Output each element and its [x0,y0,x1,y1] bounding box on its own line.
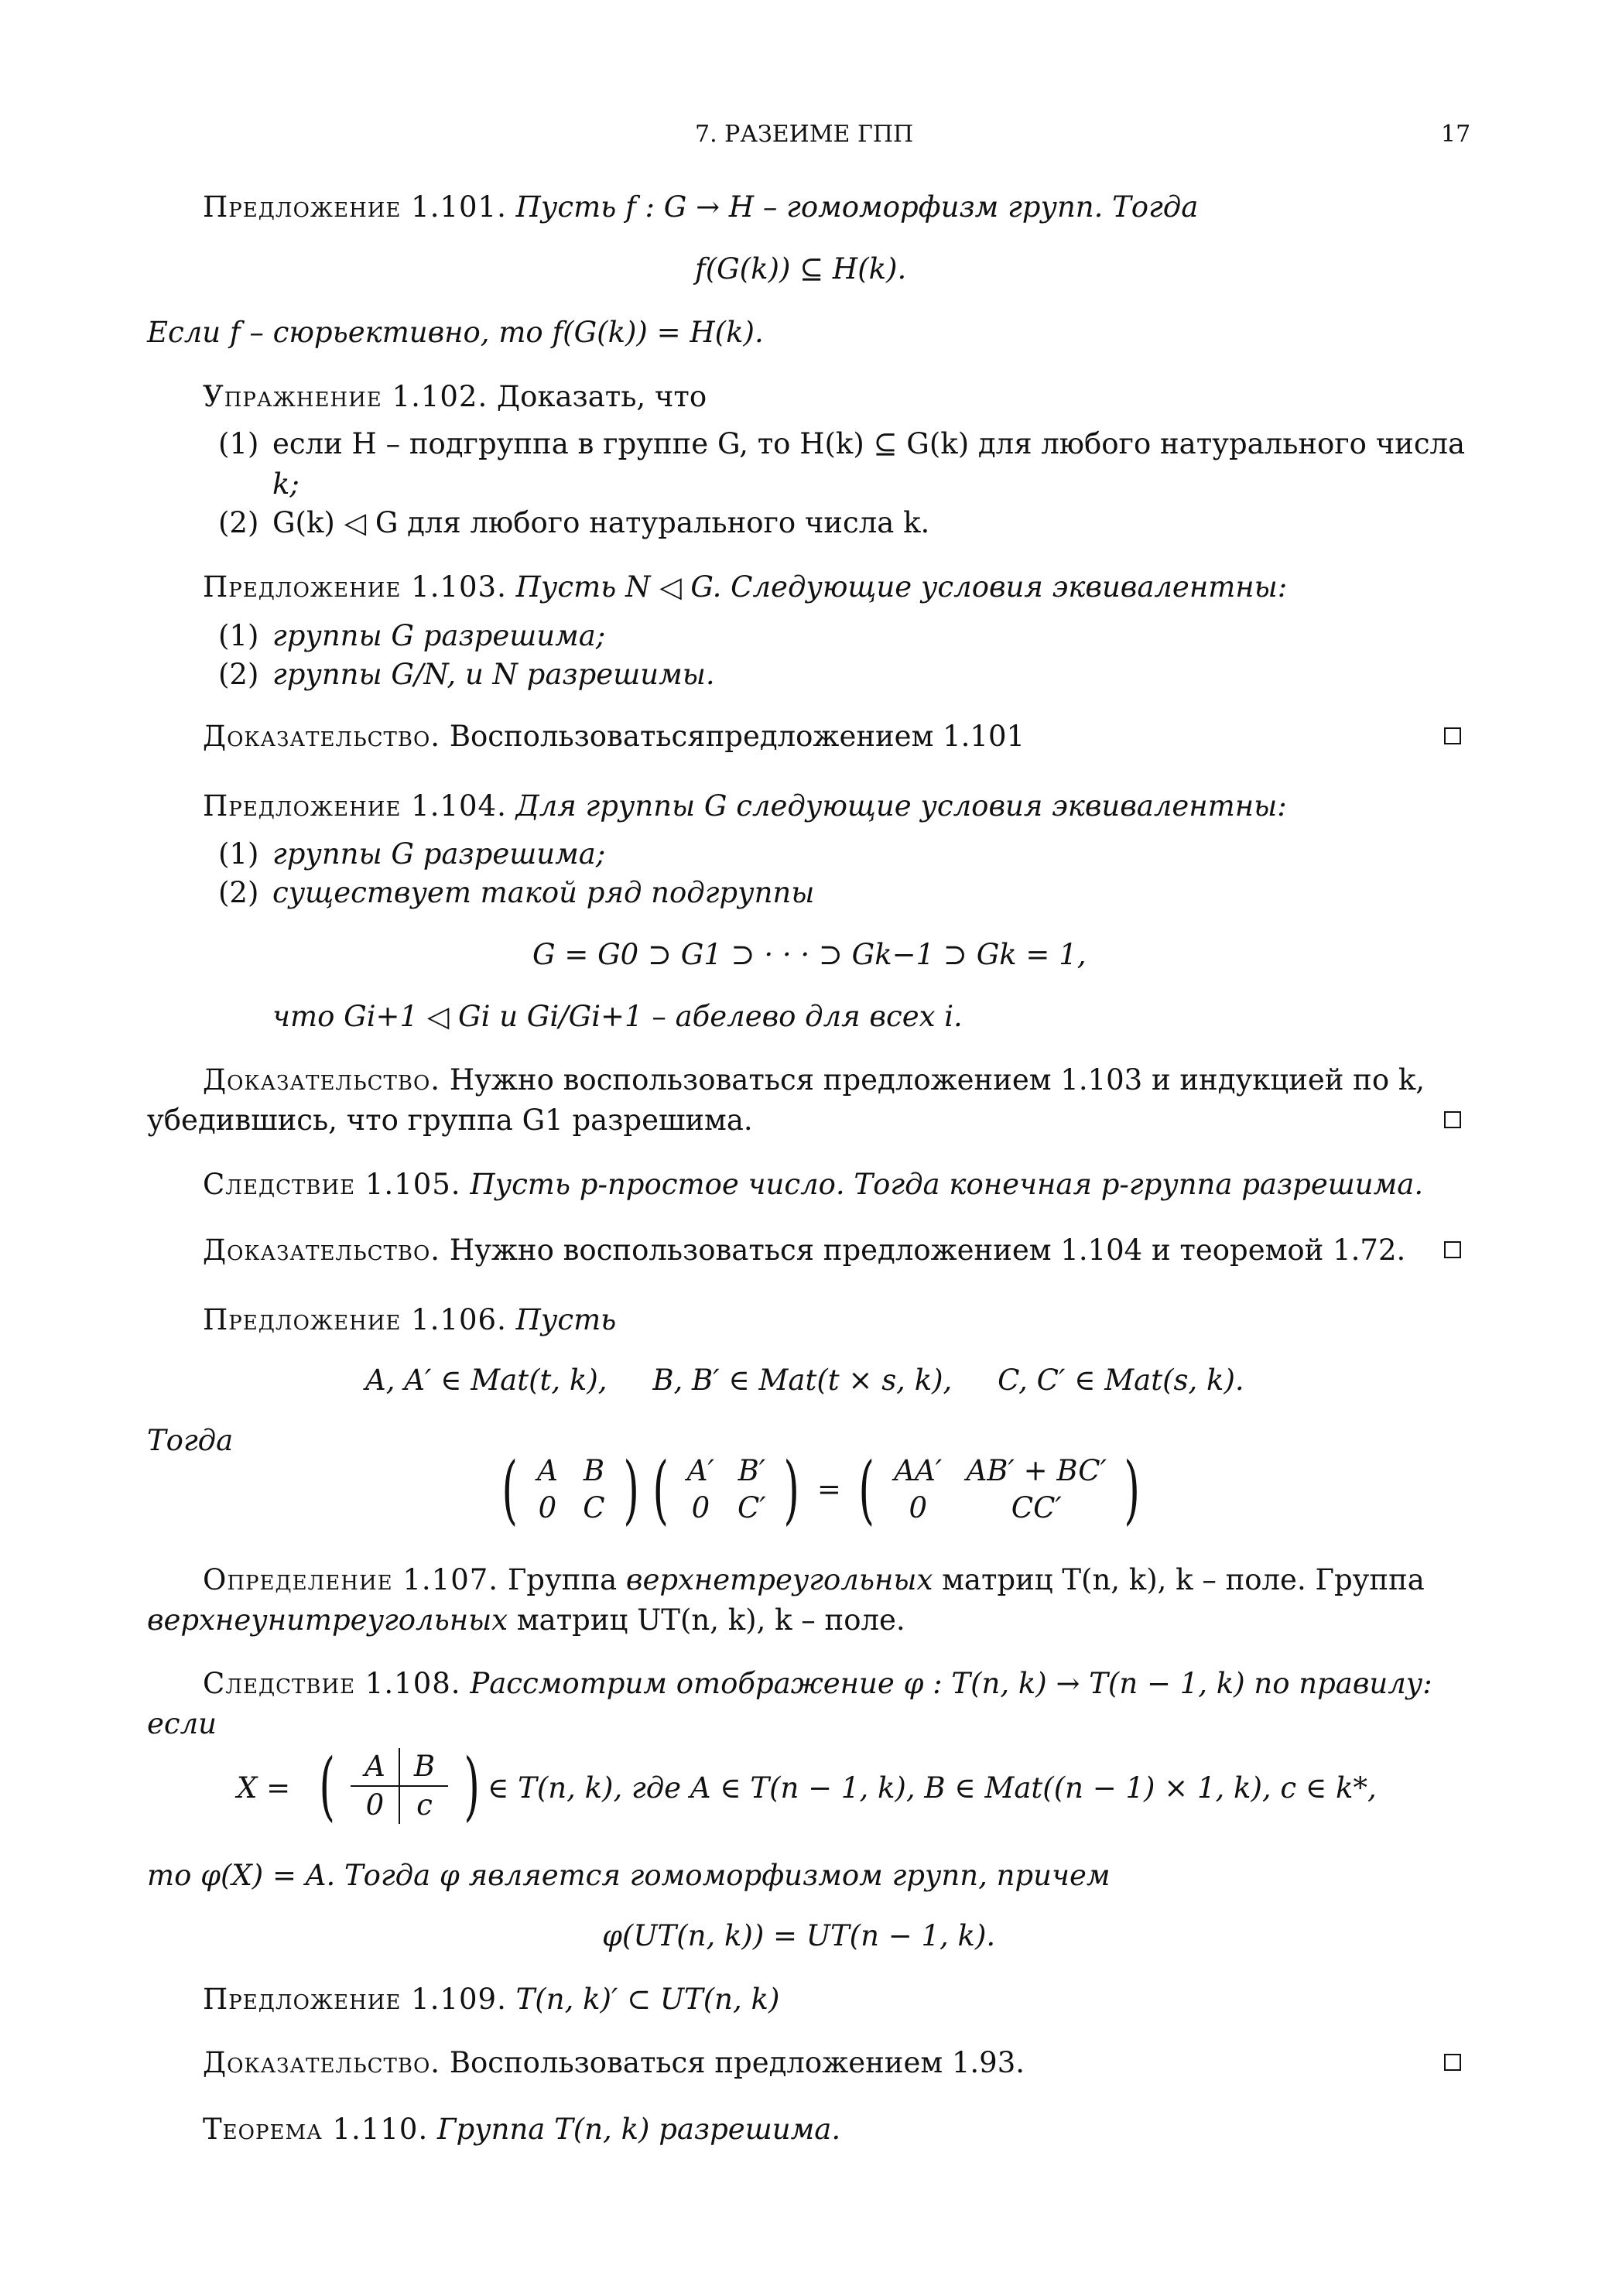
matrix-cell: A [351,1748,400,1785]
corollary-continuation: если [147,1707,217,1740]
corollary-head: Следствие 1.108. [203,1667,461,1700]
proposition-text: Для группы G следующие условия эквивалентны: [515,789,1287,823]
proof [203,2043,1025,2083]
proposition-head: Предложение 1.109. [203,1983,507,2016]
proposition-104-continuation: что Gi+1 ◁ Gi и Gi/Gi+1 – абелево для всех i. [272,1000,963,1033]
list-item: группы G разрешима; [272,619,606,652]
block-matrix-product [495,1447,1147,1532]
proposition-head: Предложение 1.101. [203,190,507,224]
proof-text: Нужно воспользоваться предложением 1.103 и индукцией по k, [449,1063,1425,1097]
proof-head: Доказательство. [203,1063,441,1097]
definition-continuation [147,1600,905,1641]
corollary-1-105 [203,1165,1423,1205]
proof-head: Доказательство. [203,2046,441,2079]
corollary-108-continuation: то φ(X) = A. Тогда φ является гомоморфизмом групп, причем [147,1859,1111,1892]
proposition-head: Предложение 1.104. [203,789,507,823]
qed-square-icon [1444,1241,1461,1258]
left-paren-icon: ( [501,1446,519,1533]
list-number: (2) [218,876,259,909]
proof-continuation: убедившись, что группа G1 разрешима. [147,1104,753,1137]
page-number: 17 [1441,121,1471,148]
left-paren-icon: ( [319,1743,336,1829]
list-item-continuation: k; [272,467,299,501]
block-matrix-x [313,1743,487,1829]
matrix-cell: c [416,1788,433,1822]
matrix-cell: C′ [738,1491,766,1524]
equals-sign: = [816,1473,841,1506]
subgroup-series-formula: G = G0 ⊃ G1 ⊃ · · · ⊃ Gk−1 ⊃ Gk = 1, [532,938,1087,971]
list-item: группы G/N, и N разрешимы. [272,658,715,691]
matrix-cell: A′ [686,1454,714,1487]
proof [203,1060,1425,1100]
matrix-cell: AB′ + BC′ [966,1454,1107,1487]
proposition-1-101 [203,187,1198,228]
definition-head: Определение 1.107. [203,1563,499,1596]
left-paren-icon: ( [858,1446,874,1533]
list-item: группы G разрешима; [272,837,606,871]
running-title: 7. РАЗЕИМЕ ГПП [695,121,914,148]
definition-term: верхнеунитреугольных [147,1603,508,1637]
definition-text: матриц T(n, k), k – поле. Группа [942,1563,1425,1596]
theorem-head: Теорема 1.110. [203,2113,429,2146]
proof [203,1230,1405,1271]
matrix-cell: C [583,1491,605,1524]
proof [203,717,1025,757]
exercise-head: Упражнение 1.102. [203,380,488,413]
definition-1-107 [203,1560,1425,1600]
corollary-text: Рассмотрим отображение φ : T(n, k) → T(n − 1, k) по правилу: [470,1667,1432,1700]
matrix-cell: 0 [909,1491,928,1524]
list-number: (2) [218,658,259,691]
exercise-1-102 [203,377,707,417]
definition-text: Группа [507,1563,618,1596]
proposition-text: Пусть N ◁ G. Следующие условия эквивалентны: [515,570,1288,604]
formula-101: f(G(k)) ⊆ H(k). [695,252,907,286]
proposition-text: T(n, k)′ ⊂ UT(n, k) [515,1983,780,2016]
matrix-sets-formula: A, A′ ∈ Mat(t, k), B, B′ ∈ Mat(t × s, k), C, C′ ∈ Mat(s, k). [365,1364,1244,1397]
proposition-head: Предложение 1.103. [203,570,507,604]
then-label: Тогда [147,1424,234,1457]
proposition-1-109 [203,1979,779,2020]
matrix-cell: B′ [738,1454,766,1487]
proposition-1-104 [203,786,1287,826]
list-number: (1) [218,619,259,652]
matrix-cell: 0 [351,1787,400,1824]
theorem-1-110 [203,2110,840,2150]
exercise-text: Доказать, что [497,380,707,413]
list-number: (1) [218,837,259,871]
matrix-cell: B [583,1454,605,1487]
matrix-cell: CC′ [1011,1491,1062,1524]
proposition-1-106 [203,1300,616,1340]
proposition-text: Пусть [515,1303,617,1336]
x-membership-conditions: ∈ T(n, k), где A ∈ T(n − 1, k), B ∈ Mat((n − 1) × 1, k), c ∈ k*, [488,1771,1377,1805]
matrix-2 [675,1453,777,1527]
matrix-cell: A [537,1454,558,1487]
qed-square-icon [1444,2054,1461,2071]
matrix-cell: AA′ [894,1454,943,1487]
left-paren-icon: ( [652,1446,669,1533]
proposition-text: Пусть f : G → H – гомоморфизм групп. Тогда [515,190,1199,224]
proposition-101-continuation: Если f – сюрьективно, то f(G(k)) = H(k). [147,316,764,349]
proof-text: Воспользоватьсяпредложением 1.101 [449,720,1025,753]
matrix-3 [881,1453,1117,1527]
proof-text: Воспользоваться предложением 1.93. [449,2046,1025,2079]
list-item: G(k) ◁ G для любого натурального числа k. [272,506,930,539]
proof-head: Доказательство. [203,720,441,753]
right-paren-icon: ) [1124,1446,1141,1533]
corollary-head: Следствие 1.105. [203,1168,461,1201]
partitioned-matrix [351,1748,448,1824]
list-item: если H – подгруппа в группе G, то H(k) ⊆ G(k) для любого натурального числа [272,427,1466,460]
list-item: существует такой ряд подгруппы [272,876,815,909]
definition-term: верхнетреугольных [625,1563,933,1596]
x-equals: X = [237,1771,291,1805]
formula-108: φ(UT(n, k)) = UT(n − 1, k). [602,1919,996,1952]
matrix-cell: 0 [538,1491,557,1524]
right-paren-icon: ) [623,1446,640,1533]
list-number: (1) [218,427,259,460]
qed-square-icon [1444,727,1461,744]
matrix-cell: B [413,1750,436,1783]
matrix-1 [524,1453,617,1527]
proof-head: Доказательство. [203,1234,441,1267]
qed-square-icon [1444,1111,1461,1128]
right-paren-icon: ) [783,1446,800,1533]
list-number: (2) [218,506,259,539]
proposition-1-103 [203,567,1287,607]
definition-text: матриц UT(n, k), k – поле. [516,1603,905,1637]
matrix-cell: 0 [691,1491,710,1524]
theorem-text: Группа T(n, k) разрешима. [436,2113,841,2146]
corollary-text: Пусть p-простое число. Тогда конечная p-группа разрешима. [470,1168,1424,1201]
proof-text: Нужно воспользоваться предложением 1.104 и теоремой 1.72. [449,1234,1406,1267]
right-paren-icon: ) [464,1743,481,1829]
proposition-head: Предложение 1.106. [203,1303,507,1336]
corollary-1-108 [203,1664,1432,1704]
